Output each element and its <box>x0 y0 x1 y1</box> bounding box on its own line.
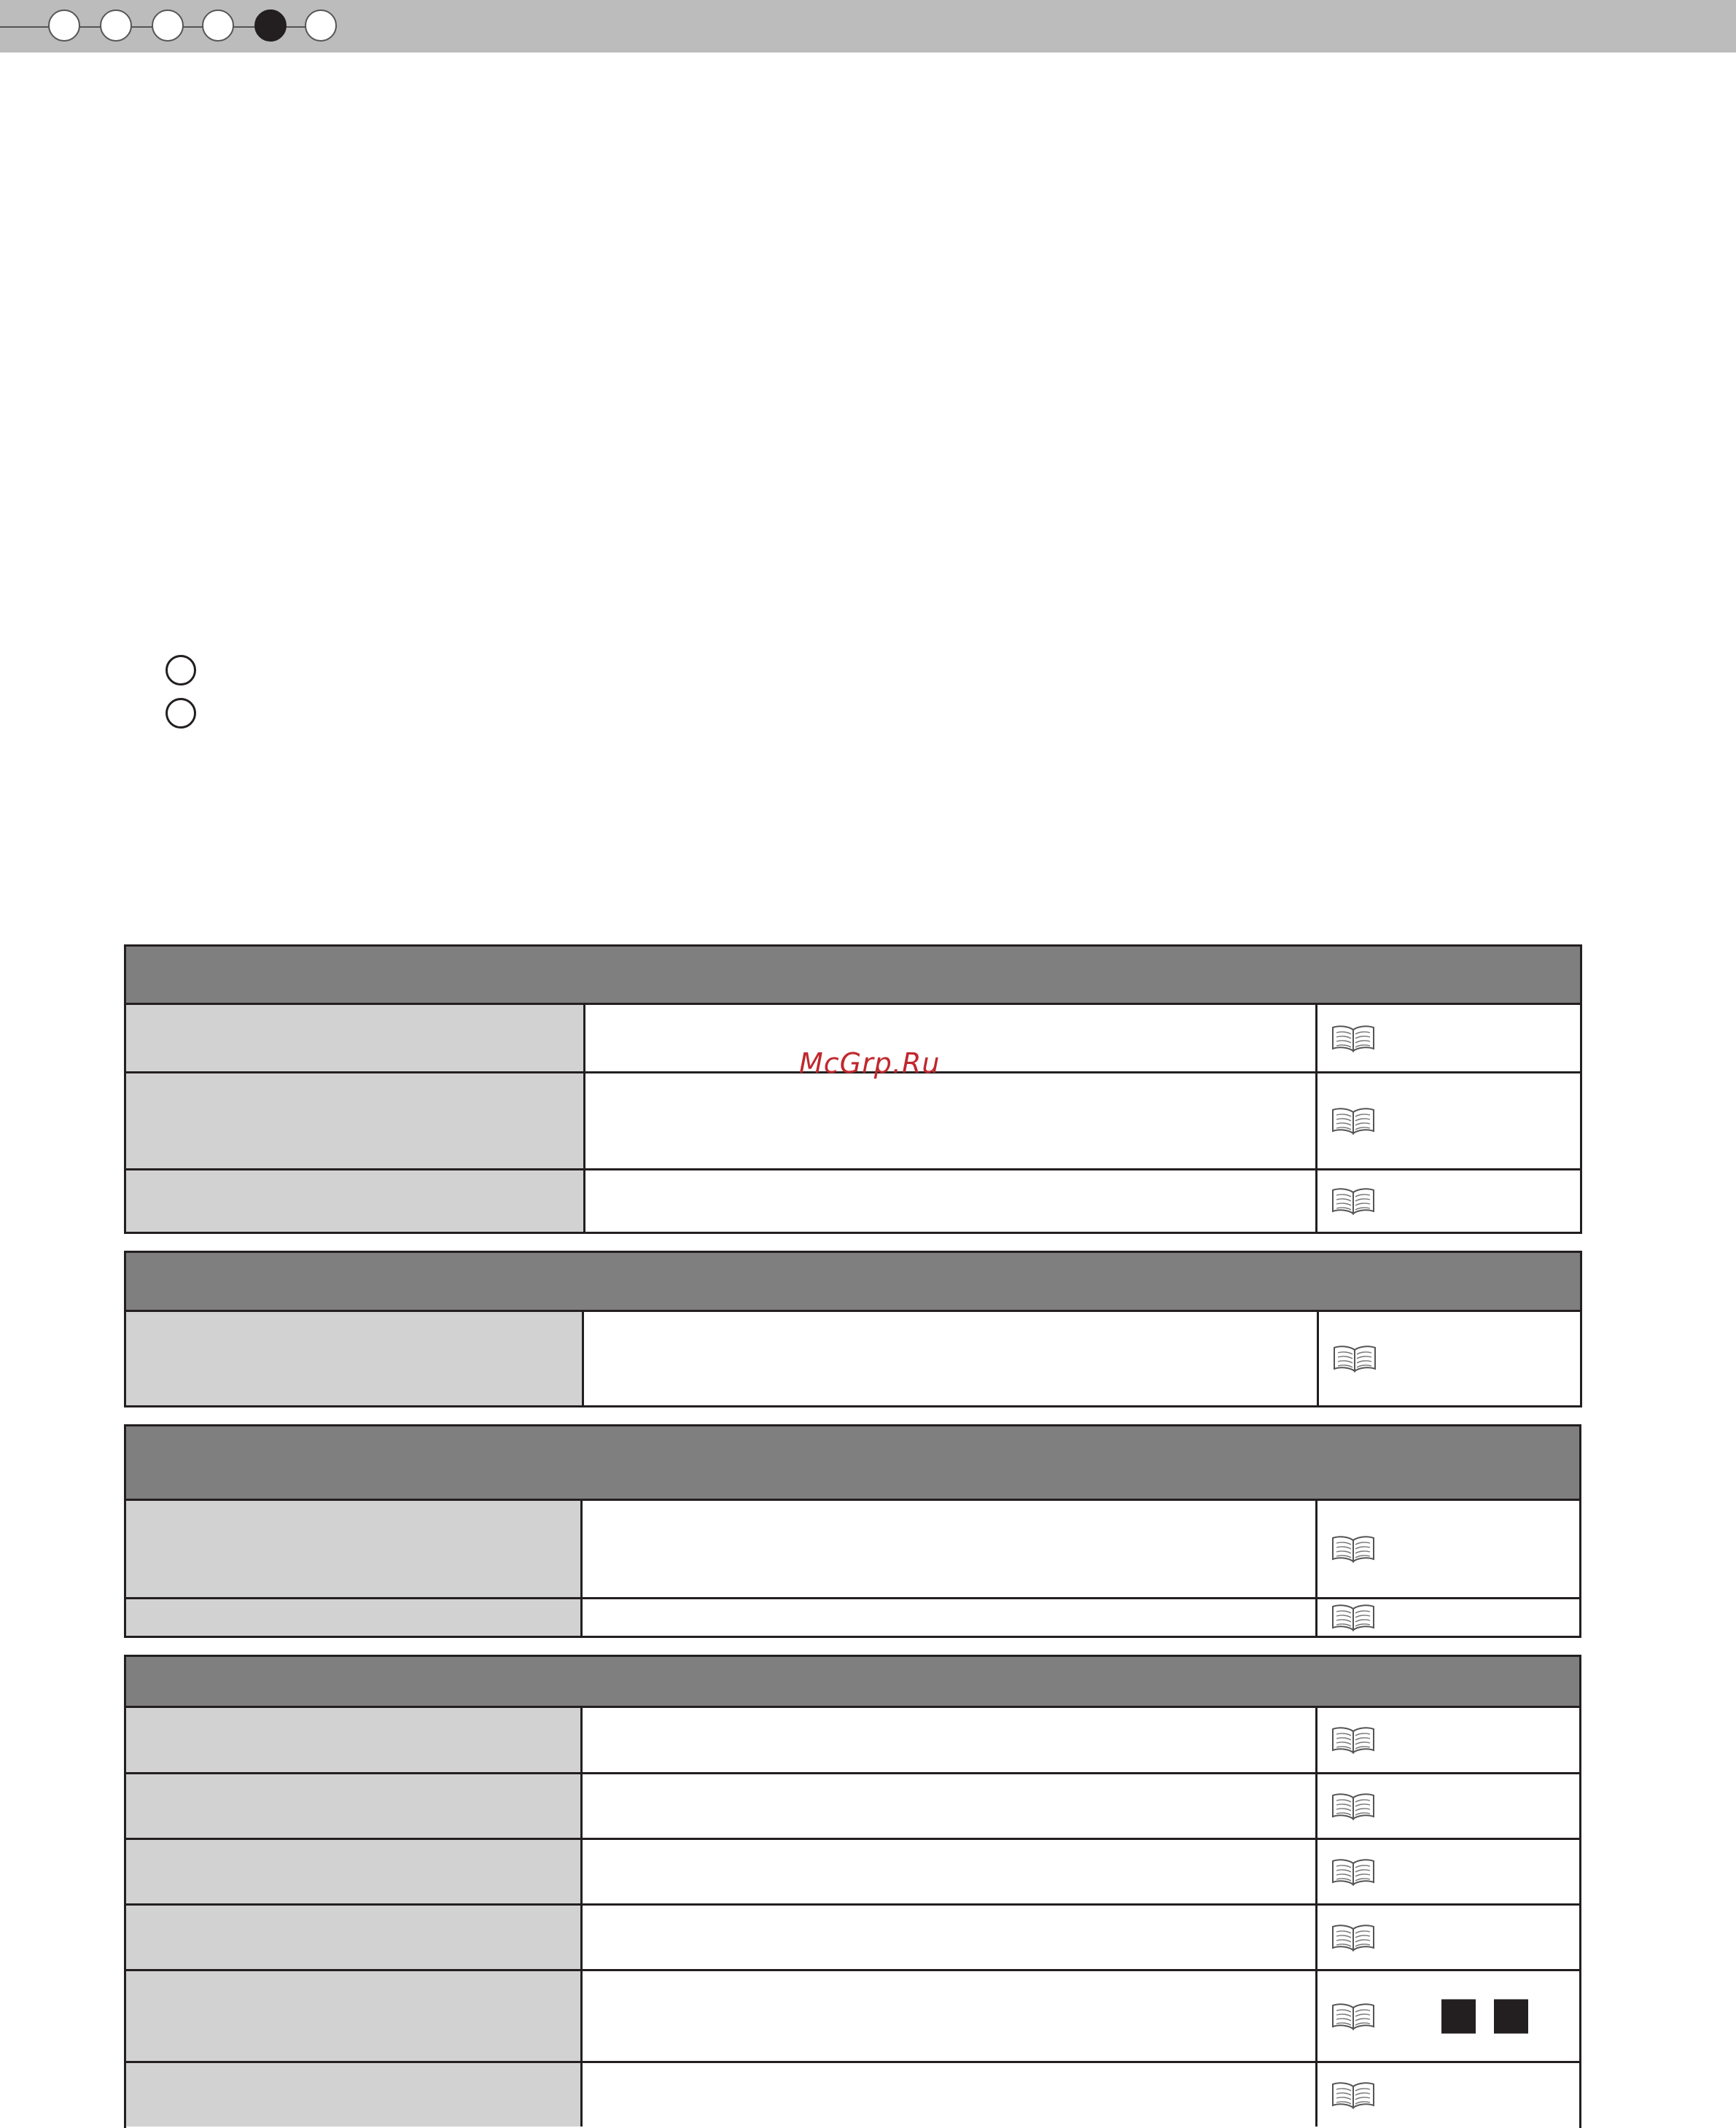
row-reference-cell <box>1317 1005 1580 1071</box>
row-label-cell <box>126 1840 583 1903</box>
step-indicator-5-active <box>254 9 287 42</box>
black-square-marker-1 <box>1441 1999 1476 2033</box>
row-label-cell <box>126 1170 585 1232</box>
table-row <box>126 1312 1580 1405</box>
step-indicator-3 <box>152 9 184 42</box>
row-reference-cell <box>1317 1599 1579 1636</box>
row-description-cell <box>585 1170 1317 1232</box>
row-description-cell <box>583 1774 1317 1838</box>
table-row <box>126 1708 1579 1772</box>
table-row <box>126 1903 1579 1969</box>
book-icon <box>1331 1187 1376 1216</box>
table-3-header <box>126 1426 1579 1501</box>
book-icon <box>1331 1857 1376 1887</box>
row-label-cell <box>126 1774 583 1838</box>
row-reference-cell <box>1317 2063 1579 2127</box>
bullet-marker-2 <box>166 698 196 729</box>
table-row <box>126 1597 1579 1636</box>
book-icon <box>1331 1725 1376 1755</box>
row-description-cell <box>583 1840 1317 1903</box>
book-icon <box>1332 1344 1377 1373</box>
settings-table-4 <box>124 1655 1581 2128</box>
top-bar <box>0 0 1736 53</box>
row-label-cell <box>126 2063 583 2127</box>
step-indicator-2 <box>100 9 132 42</box>
settings-table-2 <box>124 1251 1582 1407</box>
table-4-header <box>126 1657 1579 1708</box>
row-label-cell <box>126 1005 585 1071</box>
row-reference-cell <box>1317 1906 1579 1969</box>
row-label-cell <box>126 1708 583 1772</box>
row-reference-cell <box>1317 1501 1579 1597</box>
table-2-header <box>126 1253 1580 1312</box>
row-description-cell <box>583 1708 1317 1772</box>
settings-table-1 <box>124 944 1582 1234</box>
row-reference-cell <box>1319 1312 1580 1405</box>
bullet-marker-1 <box>166 655 196 686</box>
row-description-cell <box>583 1599 1317 1636</box>
table-1-header <box>126 947 1580 1005</box>
table-row <box>126 1501 1579 1597</box>
row-reference-cell <box>1317 1971 1579 2061</box>
black-square-marker-2 <box>1494 1999 1528 2033</box>
book-icon <box>1331 1923 1376 1952</box>
row-reference-cell <box>1317 1840 1579 1903</box>
row-description-cell <box>583 1971 1317 2061</box>
row-reference-cell <box>1317 1073 1580 1168</box>
row-description-cell <box>585 1005 1317 1071</box>
row-reference-cell <box>1317 1170 1580 1232</box>
row-label-cell <box>126 1599 583 1636</box>
book-icon <box>1331 1106 1376 1135</box>
row-description-cell <box>583 2063 1317 2127</box>
step-indicator-4 <box>202 9 234 42</box>
row-description-cell <box>585 1073 1317 1168</box>
table-row <box>126 1071 1580 1168</box>
book-icon <box>1331 1024 1376 1053</box>
table-row <box>126 1969 1579 2061</box>
book-icon <box>1331 1792 1376 1821</box>
settings-table-3 <box>124 1424 1581 1638</box>
row-reference-cell <box>1317 1774 1579 1838</box>
step-indicator-6 <box>305 9 337 42</box>
book-icon <box>1331 2002 1376 2031</box>
row-label-cell <box>126 1906 583 1969</box>
row-label-cell <box>126 1501 583 1597</box>
row-label-cell <box>126 1073 585 1168</box>
table-row <box>126 1772 1579 1838</box>
row-label-cell <box>126 1312 584 1405</box>
book-icon <box>1331 1603 1376 1632</box>
row-description-cell <box>583 1906 1317 1969</box>
table-row <box>126 2061 1579 2127</box>
row-description-cell <box>583 1501 1317 1597</box>
table-row <box>126 1168 1580 1232</box>
row-label-cell <box>126 1971 583 2061</box>
step-indicator-1 <box>48 9 80 42</box>
book-icon <box>1331 1534 1376 1564</box>
book-icon <box>1331 2081 1376 2110</box>
row-description-cell <box>584 1312 1319 1405</box>
row-reference-cell <box>1317 1708 1579 1772</box>
table-row <box>126 1838 1579 1903</box>
watermark: McGrp.Ru <box>799 1047 941 1079</box>
